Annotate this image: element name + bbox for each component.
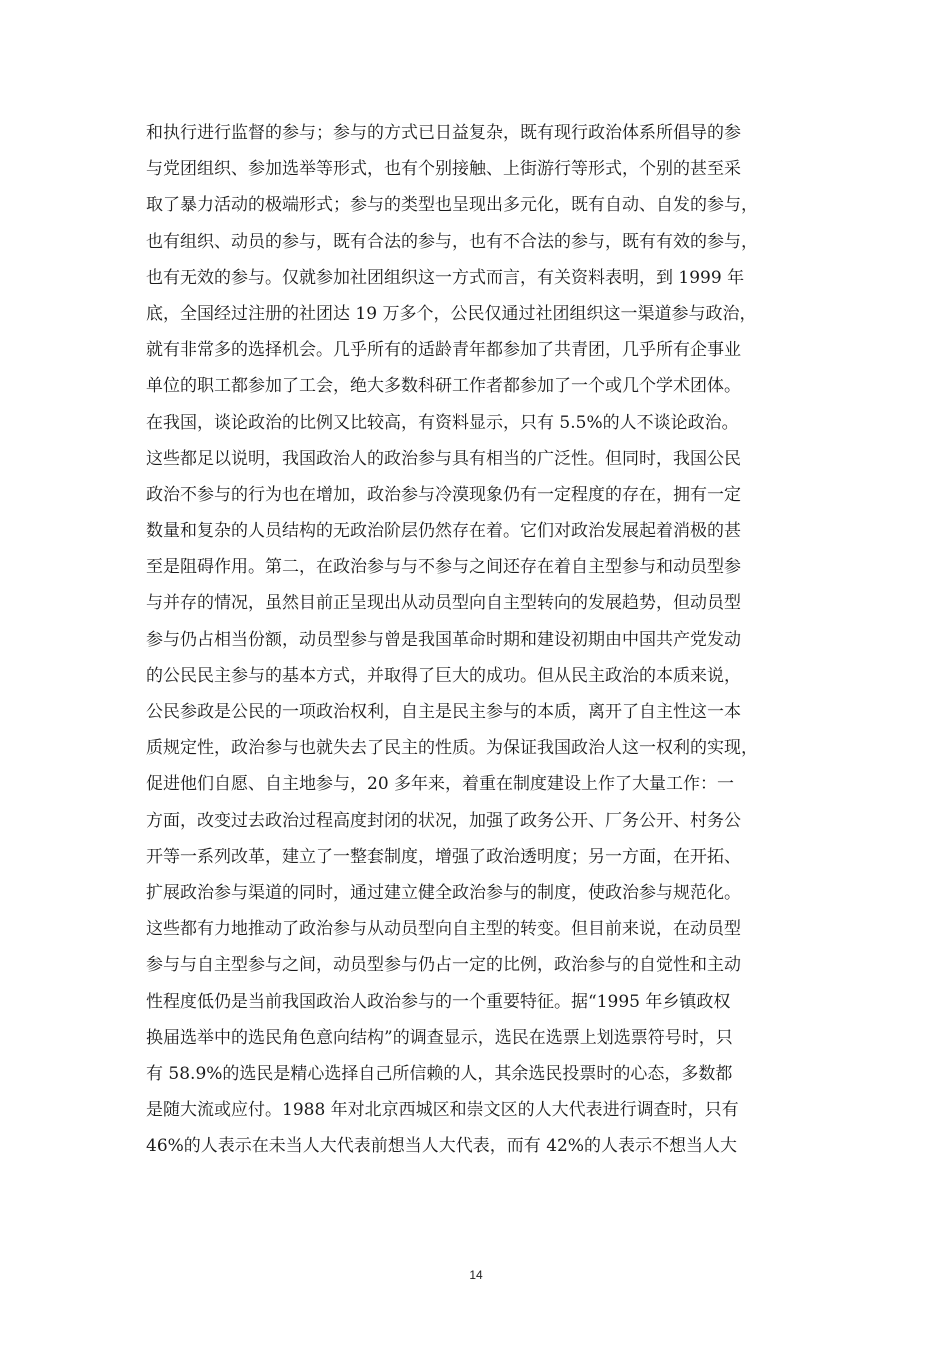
text-line: 扩展政治参与渠道的同时，通过建立健全政治参与的制度，使政治参与规范化。 xyxy=(146,882,741,903)
text-line: 政治不参与的行为也在增加，政治参与冷漠现象仍有一定程度的存在，拥有一定 xyxy=(146,484,741,505)
text-line: 方面，改变过去政治过程高度封闭的状况，加强了政务公开、厂务公开、村务公 xyxy=(146,810,741,831)
text-line: 的公民民主参与的基本方式，并取得了巨大的成功。但从民主政治的本质来说， xyxy=(146,665,741,686)
text-line: 在我国，谈论政治的比例又比较高，有资料显示，只有 5.5%的人不谈论政治。 xyxy=(146,412,739,433)
text-line: 数量和复杂的人员结构的无政治阶层仍然存在着。它们对政治发展起着消极的甚 xyxy=(146,521,741,542)
text-line: 也有组织、动员的参与，既有合法的参与，也有不合法的参与，既有有效的参与， xyxy=(146,231,758,252)
text-line: 换届选举中的选民角色意向结构”的调查显示，选民在选票上划选票符号时，只 xyxy=(146,1027,733,1048)
text-line: 性程度低仍是当前我国政治人政治参与的一个重要特征。据“1995 年乡镇政权 xyxy=(146,991,731,1012)
text-line: 与并存的情况，虽然目前正呈现出从动员型向自主型转向的发展趋势，但动员型 xyxy=(146,593,741,614)
text-line: 参与仍占相当份额，动员型参与曾是我国革命时期和建设初期由中国共产党发动 xyxy=(146,629,741,650)
text-line: 有 58.9%的选民是精心选择自己所信赖的人，其余选民投票时的心态，多数都 xyxy=(146,1063,733,1084)
text-line: 就有非常多的选择机会。几乎所有的适龄青年都参加了共青团，几乎所有企事业 xyxy=(146,340,741,361)
text-line: 质规定性，政治参与也就失去了民主的性质。为保证我国政治人这一权利的实现， xyxy=(146,738,758,759)
text-line: 公民参政是公民的一项政治权利，自主是民主参与的本质，离开了自主性这一本 xyxy=(146,702,741,722)
text-line: 这些都足以说明，我国政治人的政治参与具有相当的广泛性。但同时，我国公民 xyxy=(146,448,741,469)
text-line: 这些都有力地推动了政治参与从动员型向自主型的转变。但目前来说，在动员型 xyxy=(146,919,741,940)
text-line: 底，全国经过注册的社团达 19 万多个，公民仅通过社团组织这一渠道参与政治， xyxy=(146,303,757,324)
text-line: 是随大流或应付。1988 年对北京西城区和崇文区的人大代表进行调查时，只有 xyxy=(146,1100,739,1121)
text-line: 也有无效的参与。仅就参加社团组织这一方式而言，有关资料表明，到 1999 年 xyxy=(146,267,745,288)
text-line: 46%的人表示在未当人大代表前想当人大代表，而有 42%的人表示不想当人大 xyxy=(146,1136,737,1157)
text-line: 促进他们自愿、自主地参与，20 多年来，着重在制度建设上作了大量工作：一 xyxy=(146,774,735,795)
text-line: 与党团组织、参加选举等形式，也有个别接触、上街游行等形式，个别的甚至采 xyxy=(146,159,741,180)
text-line: 单位的职工都参加了工会，绝大多数科研工作者都参加了一个或几个学术团体。 xyxy=(146,376,741,397)
text-line: 取了暴力活动的极端形式；参与的类型也呈现出多元化，既有自动、自发的参与， xyxy=(146,195,758,216)
page-number: 14 xyxy=(469,1268,483,1282)
text-line: 和执行进行监督的参与；参与的方式已日益复杂，既有现行政治体系所倡导的参 xyxy=(146,123,741,143)
text-line: 参与与自主型参与之间，动员型参与仍占一定的比例，政治参与的自觉性和主动 xyxy=(146,955,741,976)
text-line: 开等一系列改革，建立了一整套制度，增强了政治透明度；另一方面，在开拓、 xyxy=(146,846,741,867)
body-text xyxy=(146,115,816,1164)
text-line: 至是阻碍作用。第二，在政治参与与不参与之间还存在着自主型参与和动员型参 xyxy=(146,557,741,578)
